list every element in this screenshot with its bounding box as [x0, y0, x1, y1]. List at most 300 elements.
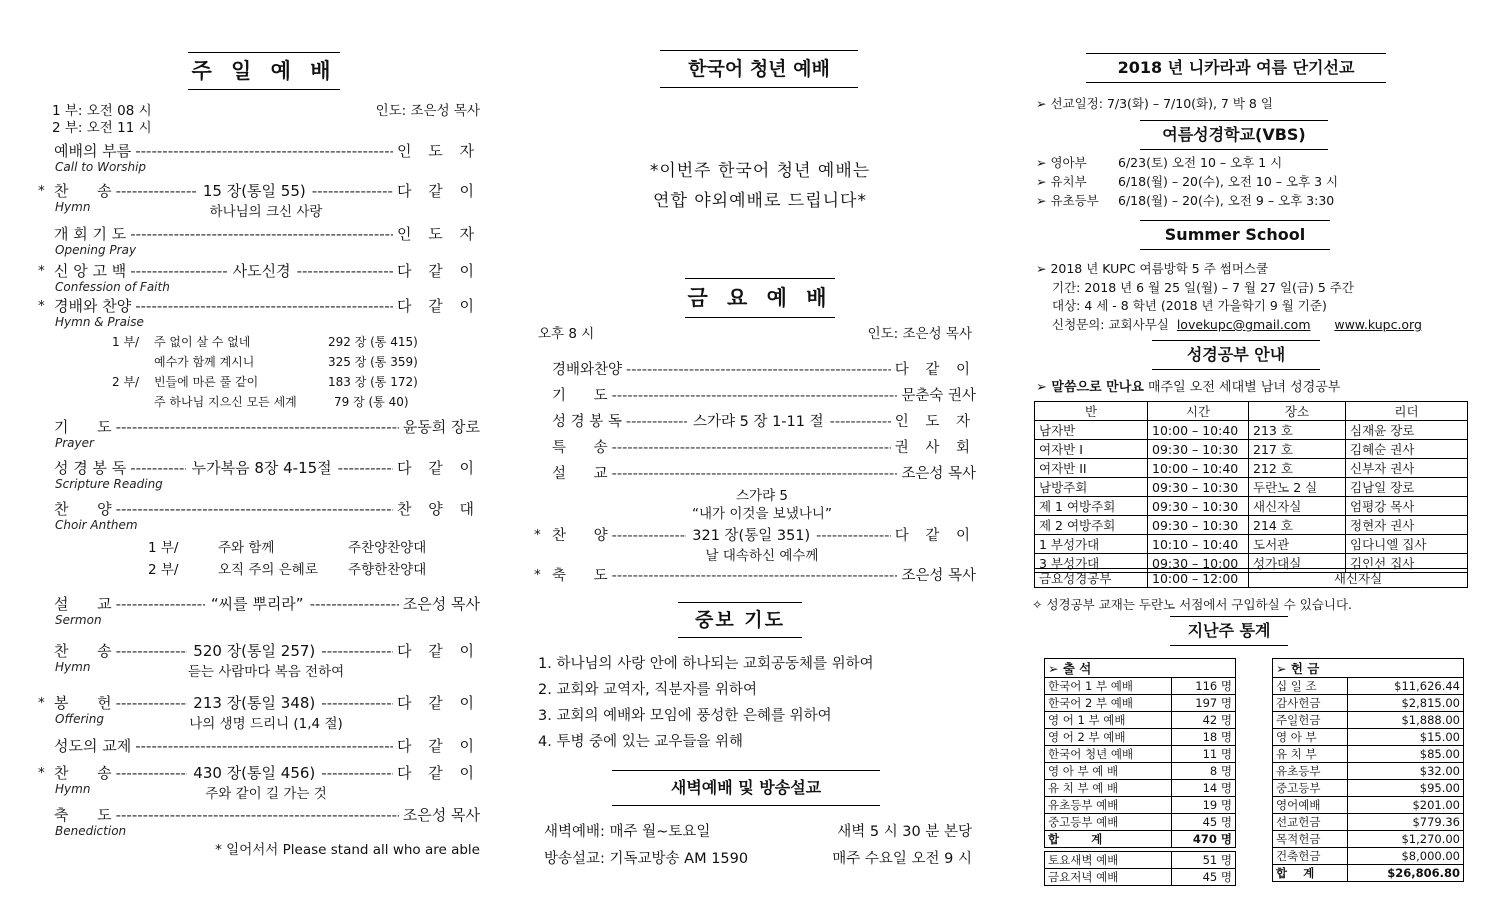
stats-label: 한국어 1 부 예배: [1045, 678, 1172, 695]
attendance-table: [1044, 658, 1236, 886]
stats-label: 금요저녁 예배: [1045, 869, 1172, 886]
bible-friday-table: [1034, 568, 1468, 588]
sunday-item-1: [54, 180, 480, 201]
stats-label: 유초등부: [1273, 763, 1348, 780]
sunday-column: [36, 0, 486, 916]
stats-value: $85.00: [1347, 746, 1463, 763]
choir-song: 오직 주의 은혜로: [218, 562, 318, 578]
friday-bene-right: 조은성 목사: [901, 568, 976, 584]
praise-song: 빈들에 마른 풀 같이: [154, 375, 259, 389]
sunday-leader: 인도: 조은성 목사: [375, 103, 480, 119]
stats-label: 건축헌금: [1273, 848, 1348, 865]
stats-row: [1045, 797, 1236, 814]
table-cell: 여자반 II: [1035, 459, 1148, 478]
stats-label: 영 어 1 부 예배: [1045, 712, 1172, 729]
stats-row: [1045, 814, 1236, 831]
dawn-line-2b: 매주 수요일 오전 9 시: [832, 851, 972, 867]
stats-row: [1045, 746, 1236, 763]
sunday-item-1-english: Hymn: [55, 200, 91, 214]
sunday-item-0-label: 예배의 부름: [54, 142, 132, 160]
sunday-item-3-right: 다 같 이: [396, 262, 480, 280]
sunday-item-8-detail: “씨를 뿌리라”: [210, 595, 304, 613]
praise-part: 2 부/: [112, 375, 140, 389]
table-cell: 김남일 장로: [1346, 478, 1468, 497]
sunday-item-10-detail: 213 장(통일 348): [193, 694, 316, 712]
choir-part: 1 부/: [148, 540, 179, 556]
stats-value: $201.00: [1347, 797, 1463, 814]
sunday-item-10-note: 나의 생명 드리니 (1,4 절): [189, 716, 343, 732]
friday-title-box: [685, 278, 835, 318]
stats-value: $779.36: [1347, 814, 1463, 831]
table-cell: 성가대실: [1249, 554, 1346, 573]
praise-part: 1 부/: [112, 335, 140, 349]
friday-title: 금 요 예 배: [687, 286, 833, 310]
sunday-item-12-right: 다 같 이: [396, 764, 480, 782]
sunday-item-13-right: 조은성 목사: [402, 806, 480, 824]
table-row: [1035, 440, 1468, 459]
stats-value: $1,270.00: [1347, 831, 1463, 848]
friday-time: 오후 8 시: [538, 326, 595, 342]
table-row: [1035, 516, 1468, 535]
sunday-item-9-label: 찬 송: [54, 642, 112, 660]
sunday-item-11: [54, 735, 480, 756]
table-row: [1035, 421, 1468, 440]
stand-note: * 일어서서 Please stand all who are able: [215, 842, 480, 858]
table-cell: 제 1 여방주회: [1035, 497, 1148, 516]
stand-marker: *: [38, 298, 45, 314]
sunday-item-0-english: Call to Worship: [55, 160, 147, 174]
bible-friday-time: 10:00 – 12:00: [1148, 569, 1249, 588]
sunday-item-13-english: Benediction: [55, 824, 127, 838]
friday-hymn-number: 321 장(통일 351): [692, 528, 811, 544]
friday-item-3-right: 권 사 회: [894, 440, 976, 456]
stats-value: $2,815.00: [1347, 695, 1463, 712]
vbs-group: ➢ 영아부: [1036, 153, 1087, 171]
sunday-item-3-detail: 사도신경: [232, 262, 291, 280]
table-cell: 09:30 – 10:00: [1148, 554, 1249, 573]
friday-item-0: [552, 358, 976, 379]
sunday-item-8-label: 설 교: [54, 595, 112, 613]
intercession-item: 1. 하나님의 사랑 안에 하나되는 교회공동체를 위하여: [538, 656, 874, 672]
table-cell: 213 호: [1249, 421, 1346, 440]
stats-value: 19 명: [1172, 797, 1236, 814]
sunday-item-6-right: 다 같 이: [397, 459, 481, 477]
sunday-time-1: 1 부: 오전 08 시: [52, 103, 152, 119]
stats-header: ➢ 출 석: [1045, 659, 1236, 678]
friday-hymn-star: *: [534, 527, 541, 543]
stats-label: 영 아 부: [1273, 729, 1348, 746]
bible-col-header: 반: [1035, 402, 1148, 421]
dawn-line-2a: 방송설교: 기독교방송 AM 1590: [544, 851, 749, 867]
stats-value: 197 명: [1172, 695, 1236, 712]
sunday-item-13-label: 축 도: [54, 806, 112, 824]
stats-title: 지난주 통계: [1187, 621, 1271, 640]
stats-label: 중고등부: [1273, 780, 1348, 797]
table-cell: 제 2 여방주회: [1035, 516, 1148, 535]
table-cell: 남자반: [1035, 421, 1148, 440]
friday-item-1-right: 문춘숙 권사: [901, 388, 976, 404]
bible-intro: [1036, 376, 1340, 395]
stats-value: 116 명: [1172, 678, 1236, 695]
stats-row: [1273, 746, 1464, 763]
table-cell: 09:30 – 10:30: [1148, 497, 1249, 516]
sunday-time-2: 2 부: 오전 11 시: [52, 120, 152, 136]
stats-row: [1273, 797, 1464, 814]
vbs-title: 여름성경학교(VBS): [1162, 125, 1306, 144]
sunday-item-10-english: Offering: [55, 712, 104, 726]
sunday-item-8-english: Sermon: [55, 613, 102, 627]
sunday-item-10-right: 다 같 이: [396, 694, 480, 712]
sunday-item-6-label: 성 경 봉 독: [54, 459, 127, 477]
sunday-item-11-label: 성도의 교제: [54, 737, 132, 755]
stats-row: [1273, 814, 1464, 831]
sunday-item-6-english: Scripture Reading: [55, 477, 163, 491]
sunday-item-12-note: 주와 같이 길 가는 것: [205, 786, 327, 802]
stats-row: [1273, 831, 1464, 848]
stats-row: [1273, 729, 1464, 746]
bible-col-header: 장소: [1249, 402, 1346, 421]
sunday-item-4: [54, 295, 480, 316]
sunday-item-3-label: 신 앙 고 백: [54, 262, 127, 280]
sunday-item-8-right: 조은성 목사: [402, 595, 481, 613]
sunday-item-11-right: 다 같 이: [396, 737, 480, 755]
vbs-title-box: [1140, 120, 1328, 150]
intercession-item: 3. 교회의 예배와 모임에 풍성한 은혜를 위하여: [538, 708, 832, 724]
stats-row: [1273, 678, 1464, 695]
offering-table: [1272, 658, 1464, 882]
table-cell: 신부자 권사: [1346, 459, 1468, 478]
sunday-item-7-right: 찬 양 대: [396, 500, 480, 518]
bible-friday-class: 금요성경공부: [1035, 569, 1148, 588]
bible-title-box: [1152, 340, 1320, 370]
stats-header-row: [1045, 659, 1236, 678]
table-cell: 도서관: [1249, 535, 1346, 554]
stats-total-row: [1045, 831, 1236, 848]
stand-marker: *: [38, 765, 45, 781]
sunday-item-4-right: 다 같 이: [396, 297, 480, 315]
friday-item-0-right: 다 같 이: [894, 362, 976, 378]
friday-hymn-label: 찬 양: [552, 528, 608, 544]
sunday-item-2-label: 개 회 기 도: [54, 225, 127, 243]
table-cell: 두란노 2 실: [1249, 478, 1346, 497]
friday-hymn-right: 다 같 이: [894, 528, 977, 544]
bible-title: 성경공부 안내: [1186, 345, 1286, 364]
sunday-title: 주 일 예 배: [191, 59, 337, 83]
stats-value: 8 명: [1172, 763, 1236, 780]
stats-value: $8,000.00: [1347, 848, 1463, 865]
vbs-time: 6/18(월) – 20(수), 오전 10 – 오후 3 시: [1118, 174, 1339, 189]
friday-bene-label: 축 도: [552, 568, 608, 584]
mission-schedule-text: 선교일정: 7/3(화) – 7/10(화), 7 박 8 일: [1050, 96, 1273, 111]
bible-friday-place: 새신자실: [1249, 569, 1468, 588]
stats-label: 한국어 2 부 예배: [1045, 695, 1172, 712]
stats-label: 십 일 조: [1273, 678, 1348, 695]
sunday-item-3-english: Confession of Faith: [55, 280, 170, 294]
stats-value: 45 명: [1172, 814, 1236, 831]
intercession-title-box: [678, 602, 802, 638]
stats-total-label: 합 계: [1273, 865, 1348, 882]
stats-total-value: $26,806.80: [1347, 865, 1463, 882]
bible-col-header: 시간: [1148, 402, 1249, 421]
table-cell: 남방주회: [1035, 478, 1148, 497]
stats-value: 11 명: [1172, 746, 1236, 763]
friday-item-0-label: 경배와찬양: [552, 362, 623, 378]
table-cell: 3 부성가대: [1035, 554, 1148, 573]
intercession-title: 중보 기도: [694, 609, 786, 631]
table-cell: 09:30 – 10:30: [1148, 440, 1249, 459]
stats-row: [1045, 678, 1236, 695]
summer-line-2: 기간: 2018 년 6 월 25 일(월) – 7 월 27 일(금) 5 주간: [1052, 280, 1354, 295]
table-row: [1035, 459, 1468, 478]
stats-row: [1273, 763, 1464, 780]
stats-label: 유초등부 예배: [1045, 797, 1172, 814]
table-cell: 여자반 I: [1035, 440, 1148, 459]
friday-item-4: [552, 462, 976, 483]
summer-title-box: [1140, 220, 1330, 250]
sunday-item-10: [54, 692, 480, 713]
vbs-time: 6/18(월) – 20(수), 오전 9 – 오후 3:30: [1118, 193, 1335, 208]
stats-row: [1045, 852, 1236, 869]
table-cell: 1 부성가대: [1035, 535, 1148, 554]
stats-label: 유 치 부: [1273, 746, 1348, 763]
choir-name: 주향한찬양대: [348, 562, 427, 578]
stats-total-value: 470 명: [1172, 831, 1236, 848]
sunday-item-2: [54, 223, 480, 244]
middle-column: [530, 0, 980, 916]
summer-contact-label: 신청문의: 교회사무실: [1052, 317, 1169, 332]
table-cell: 10:00 – 10:40: [1148, 421, 1249, 440]
sunday-item-4-label: 경배와 찬양: [54, 297, 132, 315]
sunday-item-12: [54, 762, 480, 783]
friday-item-2-right: 인 도 자: [894, 414, 976, 430]
table-cell: 09:30 – 10:30: [1148, 478, 1249, 497]
sunday-item-7-label: 찬 양: [54, 500, 112, 518]
friday-leader: 인도: 조은성 목사: [867, 326, 972, 342]
stats-value: $1,888.00: [1347, 712, 1463, 729]
sunday-item-7-english: Choir Anthem: [55, 518, 138, 532]
intercession-item: 4. 투병 중에 있는 교우들을 위해: [538, 734, 743, 750]
vbs-group: ➢ 유초등부: [1036, 191, 1099, 209]
friday-benediction-row: [552, 564, 976, 585]
stand-marker: *: [38, 263, 45, 279]
summer-web-link[interactable]: www.kupc.org: [1334, 317, 1422, 332]
sunday-item-1-label: 찬 송: [54, 182, 112, 200]
table-cell: 217 호: [1249, 440, 1346, 459]
stats-row: [1045, 695, 1236, 712]
friday-sermon-ref: 스가랴 5: [735, 488, 788, 504]
praise-song: 예수가 함께 계시니: [154, 355, 255, 369]
sunday-item-8: [54, 593, 480, 614]
sunday-item-9: [54, 640, 480, 661]
praise-number: 325 장 (통 359): [328, 355, 418, 369]
stats-value: 18 명: [1172, 729, 1236, 746]
stats-value: 14 명: [1172, 780, 1236, 797]
friday-item-4-right: 조은성 목사: [901, 466, 976, 482]
friday-hymn-row: [552, 524, 976, 545]
sunday-item-6: [54, 457, 480, 478]
stand-marker: *: [38, 183, 45, 199]
dawn-line-1b: 새벽 5 시 30 분 본당: [837, 824, 972, 840]
summer-email-link[interactable]: lovekupc@gmail.com: [1176, 317, 1311, 332]
table-cell: 김인선 집사: [1346, 554, 1468, 573]
bible-table: [1034, 401, 1468, 573]
mission-title-box: [1086, 53, 1386, 83]
stats-label: 영어예배: [1273, 797, 1348, 814]
stats-label: 목적헌금: [1273, 831, 1348, 848]
stats-value: 51 명: [1172, 852, 1236, 869]
table-cell: 정현자 권사: [1346, 516, 1468, 535]
bible-col-header: 리더: [1346, 402, 1468, 421]
sunday-item-1-note: 하나님의 크신 사랑: [209, 204, 323, 220]
stats-label: 감사헌금: [1273, 695, 1348, 712]
stats-row: [1273, 848, 1464, 865]
sunday-title-box: [188, 52, 340, 90]
praise-number: 79 장 (통 40): [334, 395, 409, 409]
summer-line-4: [1052, 315, 1422, 333]
sunday-item-12-detail: 430 장(통일 456): [193, 764, 316, 782]
stats-total-label: 합 계: [1045, 831, 1172, 848]
stats-value: $95.00: [1347, 780, 1463, 797]
table-cell: 214 호: [1249, 516, 1346, 535]
vbs-time: 6/23(토) 오전 10 – 오후 1 시: [1118, 155, 1283, 170]
sunday-item-5: [54, 416, 480, 437]
sunday-item-1-right: 다 같 이: [396, 182, 480, 200]
stats-header-row: [1273, 659, 1464, 678]
stats-row: [1045, 780, 1236, 797]
stats-label: 영 아 부 예 배: [1045, 763, 1172, 780]
table-row: [1035, 535, 1468, 554]
dawn-title: 새벽예배 및 방송설교: [670, 778, 822, 797]
table-cell: 심재윤 장로: [1346, 421, 1468, 440]
stats-row: [1273, 712, 1464, 729]
choir-name: 주찬양찬양대: [348, 540, 427, 556]
choir-part: 2 부/: [148, 562, 179, 578]
sunday-item-9-note: 듣는 사람마다 복음 전하여: [187, 664, 345, 680]
table-cell: 새신자실: [1249, 497, 1346, 516]
summer-line-1: [1036, 259, 1268, 277]
stats-row: [1273, 695, 1464, 712]
praise-number: 183 장 (통 172): [328, 375, 418, 389]
mission-title: 2018 년 니카라과 여름 단기선교: [1117, 58, 1355, 77]
stats-title-box: [1170, 616, 1288, 646]
summer-line-1-text: 2018 년 KUPC 여름방학 5 주 썸머스쿨: [1050, 261, 1269, 276]
sunday-item-5-label: 기 도: [54, 418, 112, 436]
stats-value: $32.00: [1347, 763, 1463, 780]
sunday-item-7: [54, 498, 480, 519]
youth-notice-2: 연합 야외예배로 드립니다*: [653, 191, 867, 211]
stats-value: 42 명: [1172, 712, 1236, 729]
bible-table-header: [1035, 402, 1468, 421]
friday-item-1-label: 기 도: [552, 388, 608, 404]
friday-sermon-title: “내가 이것을 보냈나니”: [692, 506, 832, 522]
sunday-item-0: [54, 140, 480, 161]
table-cell: 10:10 – 10:40: [1148, 535, 1249, 554]
friday-bene-star: *: [534, 567, 541, 583]
friday-item-2-label: 성 경 봉 독: [552, 414, 622, 430]
stats-label: 영 어 2 부 예배: [1045, 729, 1172, 746]
summer-line-3: 대상: 4 세 - 8 학년 (2018 년 가을학기 9 월 기준): [1052, 298, 1327, 313]
praise-number: 292 장 (통 415): [328, 335, 418, 349]
sunday-item-6-detail: 누가복음 8장 4-15절: [191, 459, 332, 477]
praise-song: 주 없이 살 수 없네: [154, 335, 251, 349]
friday-hymn-note: 날 대속하신 예수께: [705, 548, 819, 564]
friday-item-3-label: 특 송: [552, 440, 608, 456]
table-cell: 10:00 – 10:40: [1148, 459, 1249, 478]
table-cell: 엄평강 목사: [1346, 497, 1468, 516]
bible-friday-row: [1035, 569, 1468, 588]
sunday-item-3: [54, 260, 480, 281]
friday-item-3: [552, 436, 976, 457]
youth-title-box: [660, 50, 858, 88]
stats-row: [1045, 712, 1236, 729]
dawn-line-1a: 새벽예배: 매주 월~토요일: [544, 824, 711, 840]
stats-row: [1045, 729, 1236, 746]
right-column: [1030, 0, 1475, 916]
stats-label: 유 치 부 예 배: [1045, 780, 1172, 797]
stats-label: 중고등부 예배: [1045, 814, 1172, 831]
sunday-item-12-label: 찬 송: [54, 764, 112, 782]
stats-label: 한국어 청년 예배: [1045, 746, 1172, 763]
stats-row: [1045, 763, 1236, 780]
dawn-title-box: [612, 770, 880, 806]
table-cell: 09:30 – 10:30: [1148, 516, 1249, 535]
mission-schedule: [1036, 94, 1273, 112]
stats-row: [1273, 780, 1464, 797]
sunday-item-9-english: Hymn: [55, 660, 91, 674]
sunday-item-2-right: 인 도 자: [396, 225, 480, 243]
stats-label: 토요새벽 예배: [1045, 852, 1172, 869]
bible-intro-rest: 매주일 오전 세대별 남녀 성경공부: [1148, 380, 1341, 395]
stats-label: 주일헌금: [1273, 712, 1348, 729]
table-cell: 임다니엘 집사: [1346, 535, 1468, 554]
sunday-item-2-english: Opening Pray: [55, 243, 137, 257]
sunday-item-5-english: Prayer: [55, 436, 94, 450]
stats-value: $11,626.44: [1347, 678, 1463, 695]
vbs-group: ➢ 유치부: [1036, 172, 1087, 190]
table-row: [1035, 497, 1468, 516]
sunday-item-1-detail: 15 장(통일 55): [202, 182, 306, 200]
intercession-item: 2. 교회와 교역자, 직분자를 위하여: [538, 682, 757, 698]
summer-title: Summer School: [1164, 225, 1306, 244]
sunday-item-10-label: 봉 헌: [54, 694, 112, 712]
stats-value: 45 명: [1172, 869, 1236, 886]
stats-row: [1045, 869, 1236, 886]
sunday-item-13: [54, 804, 480, 825]
stats-label: 선교헌금: [1273, 814, 1348, 831]
youth-title: 한국어 청년 예배: [688, 58, 830, 80]
stats-header: ➢ 헌 금: [1273, 659, 1464, 678]
table-cell: 김혜순 권사: [1346, 440, 1468, 459]
table-row: [1035, 478, 1468, 497]
friday-item-2: [552, 410, 976, 431]
sunday-item-0-right: 인 도 자: [396, 142, 480, 160]
choir-song: 주와 함께: [218, 540, 275, 556]
sunday-item-4-english: Hymn & Praise: [55, 315, 144, 329]
stats-value: $15.00: [1347, 729, 1463, 746]
sunday-item-5-right: 윤동희 장로: [402, 418, 480, 436]
bible-note: ✧ 성경공부 교재는 두란노 서점에서 구입하실 수 있습니다.: [1032, 597, 1352, 612]
sunday-item-12-english: Hymn: [55, 782, 91, 796]
bible-intro-bold: ➢ 말씀으로 만나요: [1036, 380, 1144, 395]
friday-item-1: [552, 384, 976, 405]
friday-item-2-detail: 스가랴 5 장 1-11 절: [693, 414, 824, 430]
praise-song: 주 하나님 지으신 모든 세계: [154, 395, 297, 409]
friday-item-4-label: 설 교: [552, 466, 608, 482]
stand-marker: *: [38, 695, 45, 711]
sunday-item-9-right: 다 같 이: [396, 642, 480, 660]
sunday-item-9-detail: 520 장(통일 257): [193, 642, 316, 660]
youth-notice-1: *이번주 한국어 청년 예배는: [649, 161, 871, 181]
